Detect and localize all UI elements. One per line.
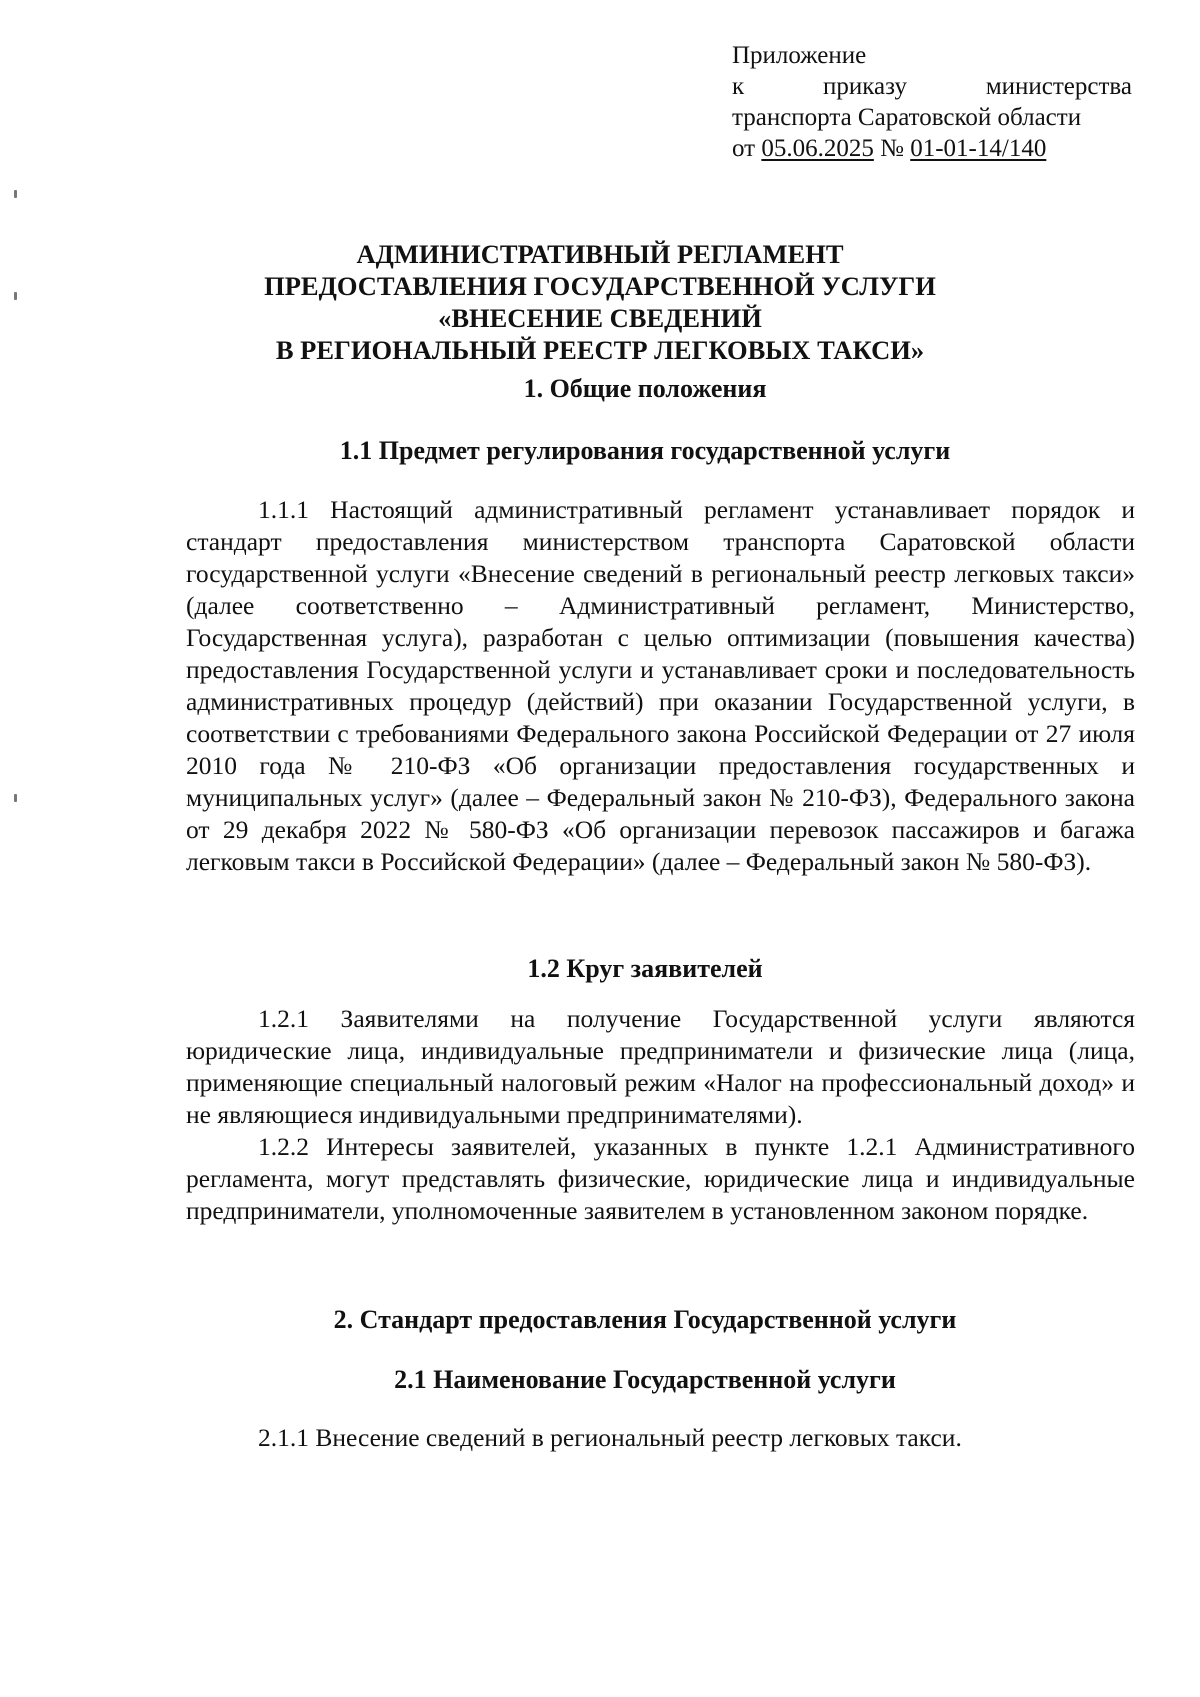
appendix-date-prefix: от bbox=[732, 135, 762, 162]
appendix-word: к bbox=[732, 73, 745, 100]
appendix-block bbox=[732, 40, 1132, 164]
subsection-1-1-heading: 1.1 Предмет регулирования государственной услуги bbox=[339, 436, 951, 465]
appendix-word: министерства bbox=[985, 73, 1132, 100]
paragraph-1-1-1-block bbox=[186, 494, 1135, 878]
section-1-heading: 1. Общие положения bbox=[523, 374, 767, 403]
appendix-word: приказу bbox=[823, 73, 907, 100]
paragraphs-1-2-block bbox=[186, 1003, 1135, 1227]
title-line: «ВНЕСЕНИЕ СВЕДЕНИЙ bbox=[438, 303, 762, 333]
paragraph-1-2-1: 1.2.1 Заявителями на получение Государственной услуги являются юридические лица, индивидуальные предприниматели и физические лица (лица, применяющие специальный налоговый режим «Налог на профессиональный доход» и не являющиеся индивидуальными предпринимателями). bbox=[186, 1004, 1135, 1129]
paragraph-2-1-1: 2.1.1 Внесение сведений в региональный реестр легковых такси. bbox=[258, 1423, 962, 1452]
scan-speck bbox=[14, 190, 17, 198]
document-title bbox=[150, 238, 1050, 366]
scan-speck bbox=[14, 292, 17, 300]
scan-speck bbox=[14, 794, 17, 802]
paragraph-2-1-1-block bbox=[186, 1422, 1135, 1454]
paragraph-1-2-2: 1.2.2 Интересы заявителей, указанных в пункте 1.2.1 Административного регламента, могут представлять физические, юридические лица и индивидуальные предприниматели, уполномоченные заявителем в установленном законом порядке. bbox=[186, 1132, 1135, 1225]
appendix-ministry: транспорта Саратовской области bbox=[732, 104, 1082, 131]
title-line: В РЕГИОНАЛЬНЫЙ РЕЕСТР ЛЕГКОВЫХ ТАКСИ» bbox=[275, 335, 925, 365]
title-line: АДМИНИСТРАТИВНЫЙ РЕГЛАМЕНТ bbox=[356, 239, 844, 269]
appendix-order-line bbox=[732, 71, 1132, 102]
number-sign: № bbox=[873, 135, 911, 162]
subsection-1-2-heading: 1.2 Круг заявителей bbox=[527, 954, 763, 983]
appendix-label: Приложение bbox=[732, 42, 867, 69]
appendix-date-line bbox=[732, 133, 1132, 164]
paragraph-1-1-1: 1.1.1 Настоящий административный регламент устанавливает порядок и стандарт предоставления министерством транспорта Саратовской области государственной услуги «Внесение сведений в региональный реестр легковых такси» (далее соответственно – Административный регламент, Министерство, Государственная услуга), разработан с целью оптимизации (повышения качества) предоставления Государственной услуги и устанавливает сроки и последовательность административных процедур (действий) при оказании Государственной услуги, в соответствии с требованиями Федерального закона Российской Федерации от 27 июля 2010 года № 210-ФЗ «Об организации предоставления государственных и муниципальных услуг» (далее – Федеральный закон № 210-ФЗ), Федерального закона от 29 декабря 2022 № 580-ФЗ «Об организации перевозок пассажиров и багажа легковым такси в Российской Федерации» (далее – Федеральный закон № 580-ФЗ). bbox=[186, 495, 1135, 876]
subsection-2-1-heading: 2.1 Наименование Государственной услуги bbox=[394, 1365, 896, 1394]
title-line: ПРЕДОСТАВЛЕНИЯ ГОСУДАРСТВЕННОЙ УСЛУГИ bbox=[264, 271, 936, 301]
section-2-heading: 2. Стандарт предоставления Государственной услуги bbox=[333, 1305, 957, 1334]
order-date: 05.06.2025 bbox=[761, 135, 874, 162]
order-number: 01-01-14/140 bbox=[910, 135, 1047, 162]
